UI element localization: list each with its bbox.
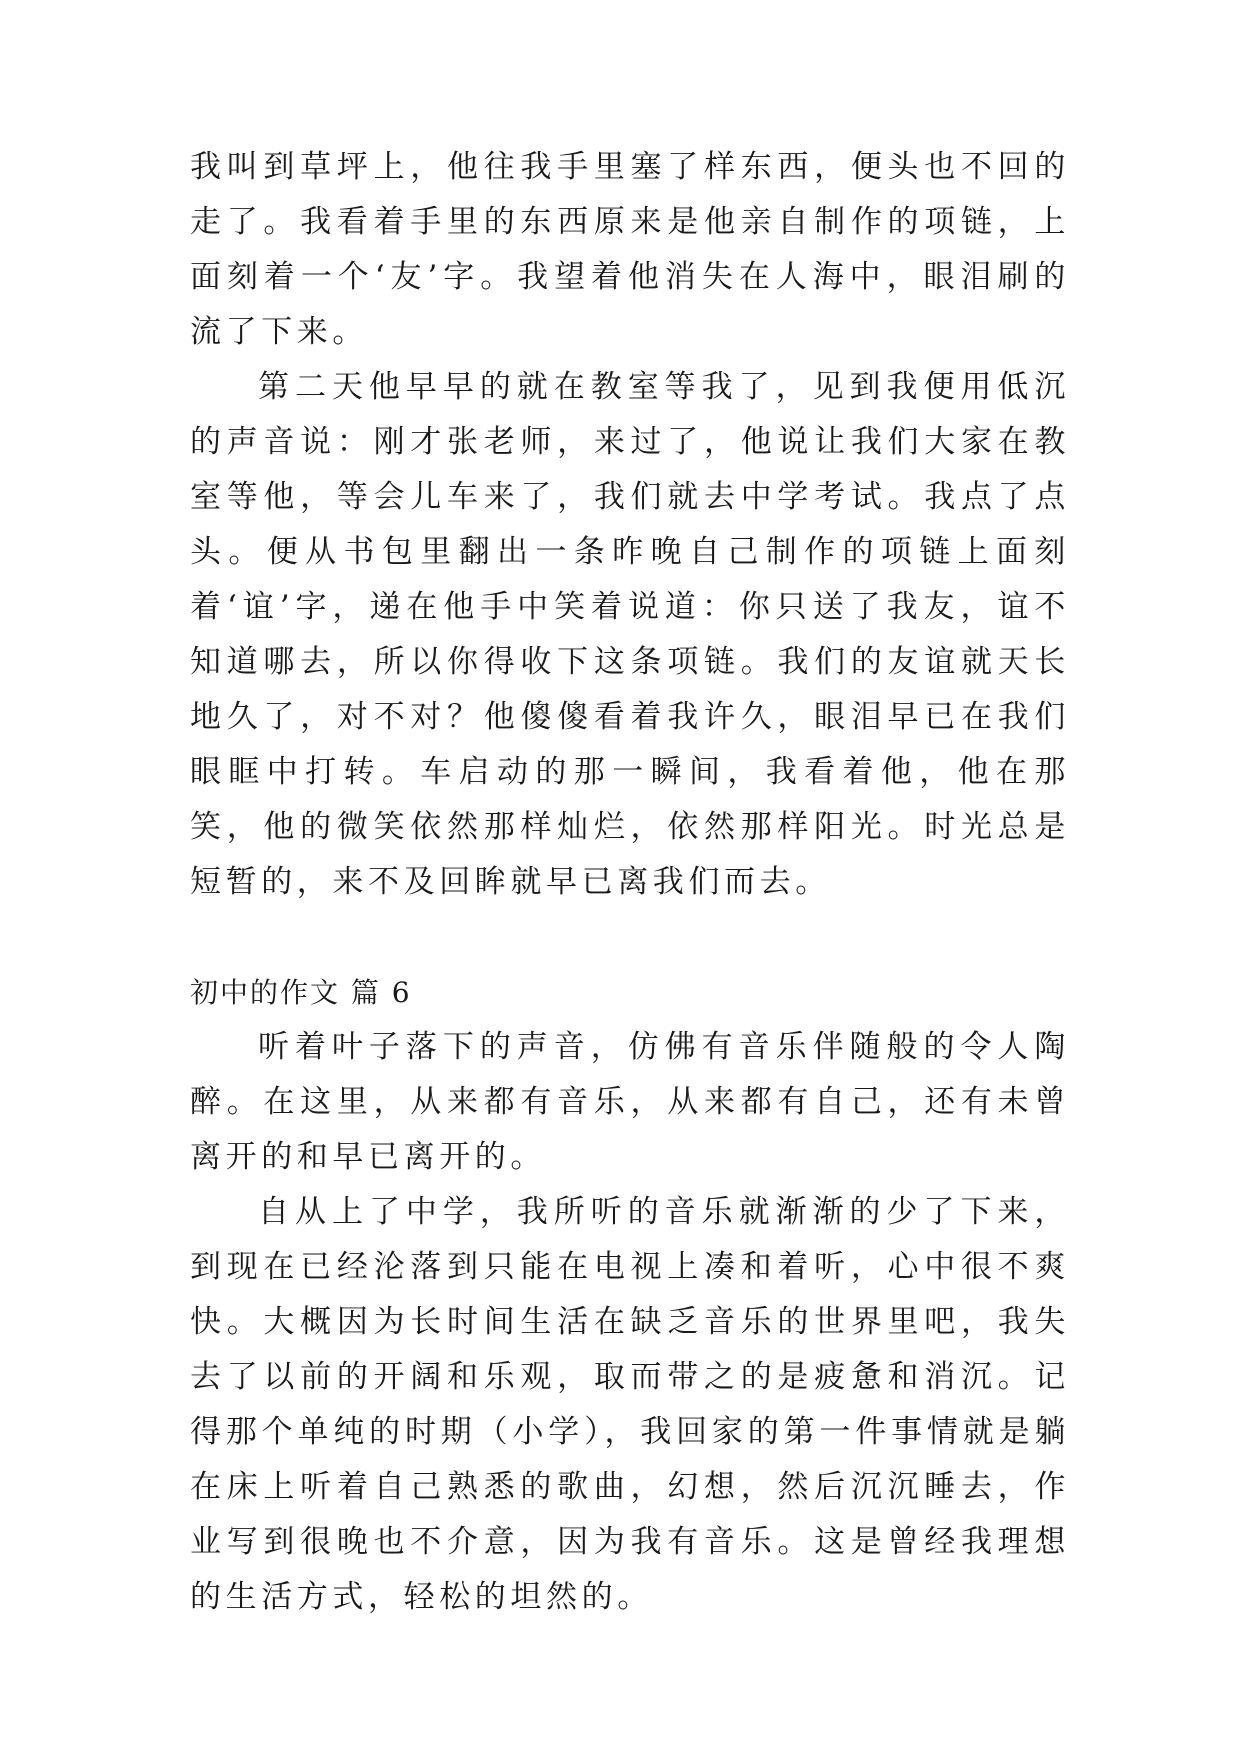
section-spacer	[190, 910, 1070, 966]
section-heading: 初中的作文 篇 6	[190, 976, 412, 1009]
document-body	[190, 140, 1070, 1625]
paragraph: 自从上了中学，我所听的音乐就渐渐的少了下来，到现在已经沦落到只能在电视上凑和着听，心中很不爽快。大概因为长时间生活在缺乏音乐的世界里吧，我失去了以前的开阔和乐观，取而带之的是疲惫和消沉。记得那个单纯的时期（小学），我回家的第一件事情就是躺在床上听着自己熟悉的歌曲，幻想，然后沉沉睡去，作业写到很晚也不介意，因为我有音乐。这是曾经我理想的生活方式，轻松的坦然的。	[190, 1194, 1070, 1615]
paragraph-continued: 我叫到草坪上，他往我手里塞了样东西，便头也不回的走了。我看着手里的东西原来是他亲自制作的项链，上面刻着一个‘友’字。我望着他消失在人海中，眼泪刷的流了下来。	[190, 149, 1070, 350]
paragraph: 第二天他早早的就在教室等我了，见到我便用低沉的声音说：刚才张老师，来过了，他说让我们大家在教室等他，等会儿车来了，我们就去中学考试。我点了点头。便从书包里翻出一条昨晚自己制作的项链上面刻着‘谊’字，递在他手中笑着说道：你只送了我友，谊不知道哪去，所以你得收下这条项链。我们的友谊就天长地久了，对不对？他傻傻看着我许久，眼泪早已在我们眼眶中打转。车启动的那一瞬间，我看着他，他在那笑，他的微笑依然那样灿烂，依然那样阳光。时光总是短暂的，来不及回眸就早已离我们而去。	[190, 369, 1070, 900]
paragraph: 听着叶子落下的声音，仿佛有音乐伴随般的令人陶醉。在这里，从来都有音乐，从来都有自己，还有未曾离开的和早已离开的。	[190, 1029, 1070, 1175]
